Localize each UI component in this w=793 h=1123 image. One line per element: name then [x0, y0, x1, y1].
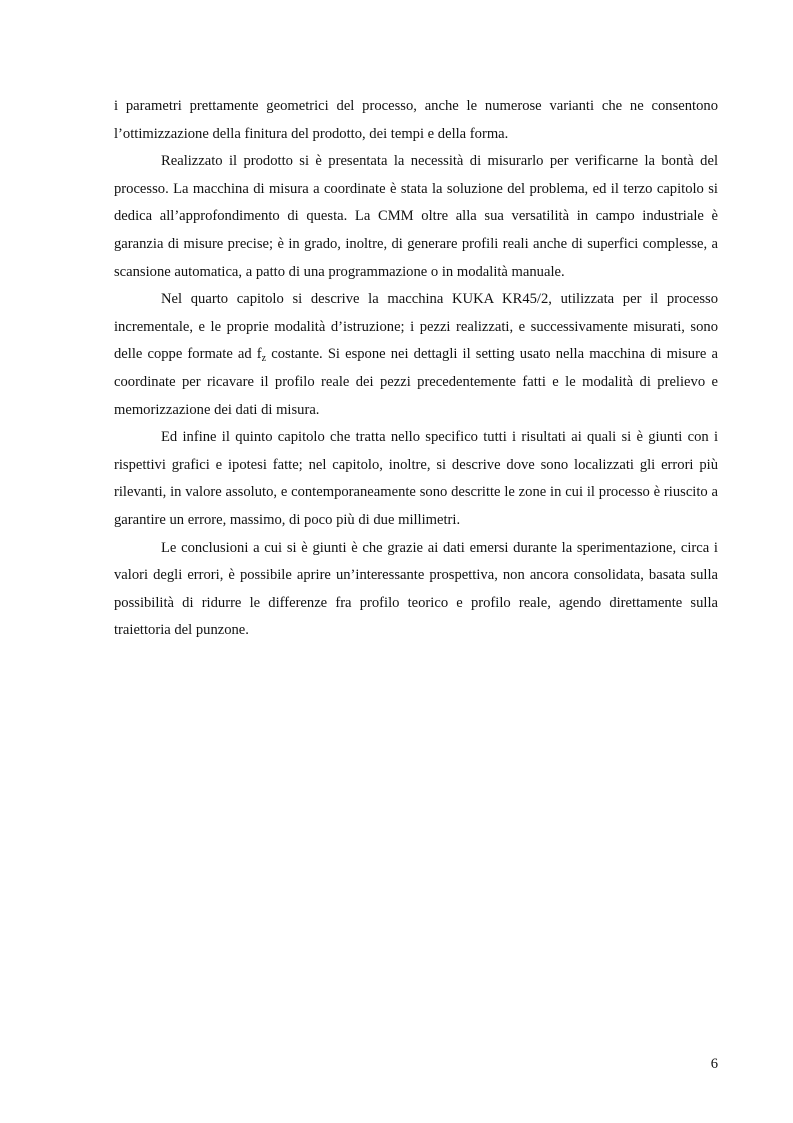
body-text [114, 93, 718, 645]
paragraph-2: Realizzato il prodotto si è presentata la necessità di misurarlo per verificarne la bontà del processo. La macchina di misura a coordinate è stata la soluzione del problema, ed il terzo capitolo si dedica all’approfondimento di questa. La CMM oltre alla sua versatilità in campo industriale è garanzia di misure precise; è in grado, inoltre, di generare profili reali anche di superfici complesse, a scansione automatica, a patto di una programmazione o in modalità manuale. [114, 153, 718, 280]
paragraph-5: Le conclusioni a cui si è giunti è che grazie ai dati emersi durante la sperimentazione, circa i valori degli errori, è possibile aprire un’interessante prospettiva, non ancora consolidata, basata sulla possibilità di ridurre le differenze fra profilo teorico e profilo reale, agendo direttamente sulla traiettoria del punzone. [114, 539, 718, 639]
page-number: 6 [710, 1056, 718, 1072]
paragraph-3-text-before: Nel quarto capitolo si descrive la macchina KUKA KR45/2, utilizzata per il processo incrementale, e le proprie modalità d’istruzione; i pezzi realizzati, e successivamente misurati, sono delle coppe formate ad f [114, 291, 718, 363]
paragraph-3-text-after: costante. Si espone nei dettagli il setting usato nella macchina di misure a coordinate per ricavare il profilo reale dei pezzi precedentemente fatti e le modalità di prelievo e memorizzazione dei dati di misura. [114, 346, 718, 418]
paragraph-4: Ed infine il quinto capitolo che tratta nello specifico tutti i risultati ai quali si è giunti con i rispettivi grafici e ipotesi fatte; nel capitolo, inoltre, si descrive dove sono localizzati gli errori più rilevanti, in valore assoluto, e contemporaneamente sono descritte le zone in cui il processo è riuscito a garantire un errore, massimo, di poco più di due millimetri. [114, 429, 718, 528]
subscript-z: z [261, 353, 267, 365]
paragraph-1: i parametri prettamente geometrici del processo, anche le numerose varianti che ne consentono l’ottimizzazione della finitura del prodotto, dei tempi e della forma. [114, 98, 718, 142]
paragraph-3 [114, 286, 718, 424]
